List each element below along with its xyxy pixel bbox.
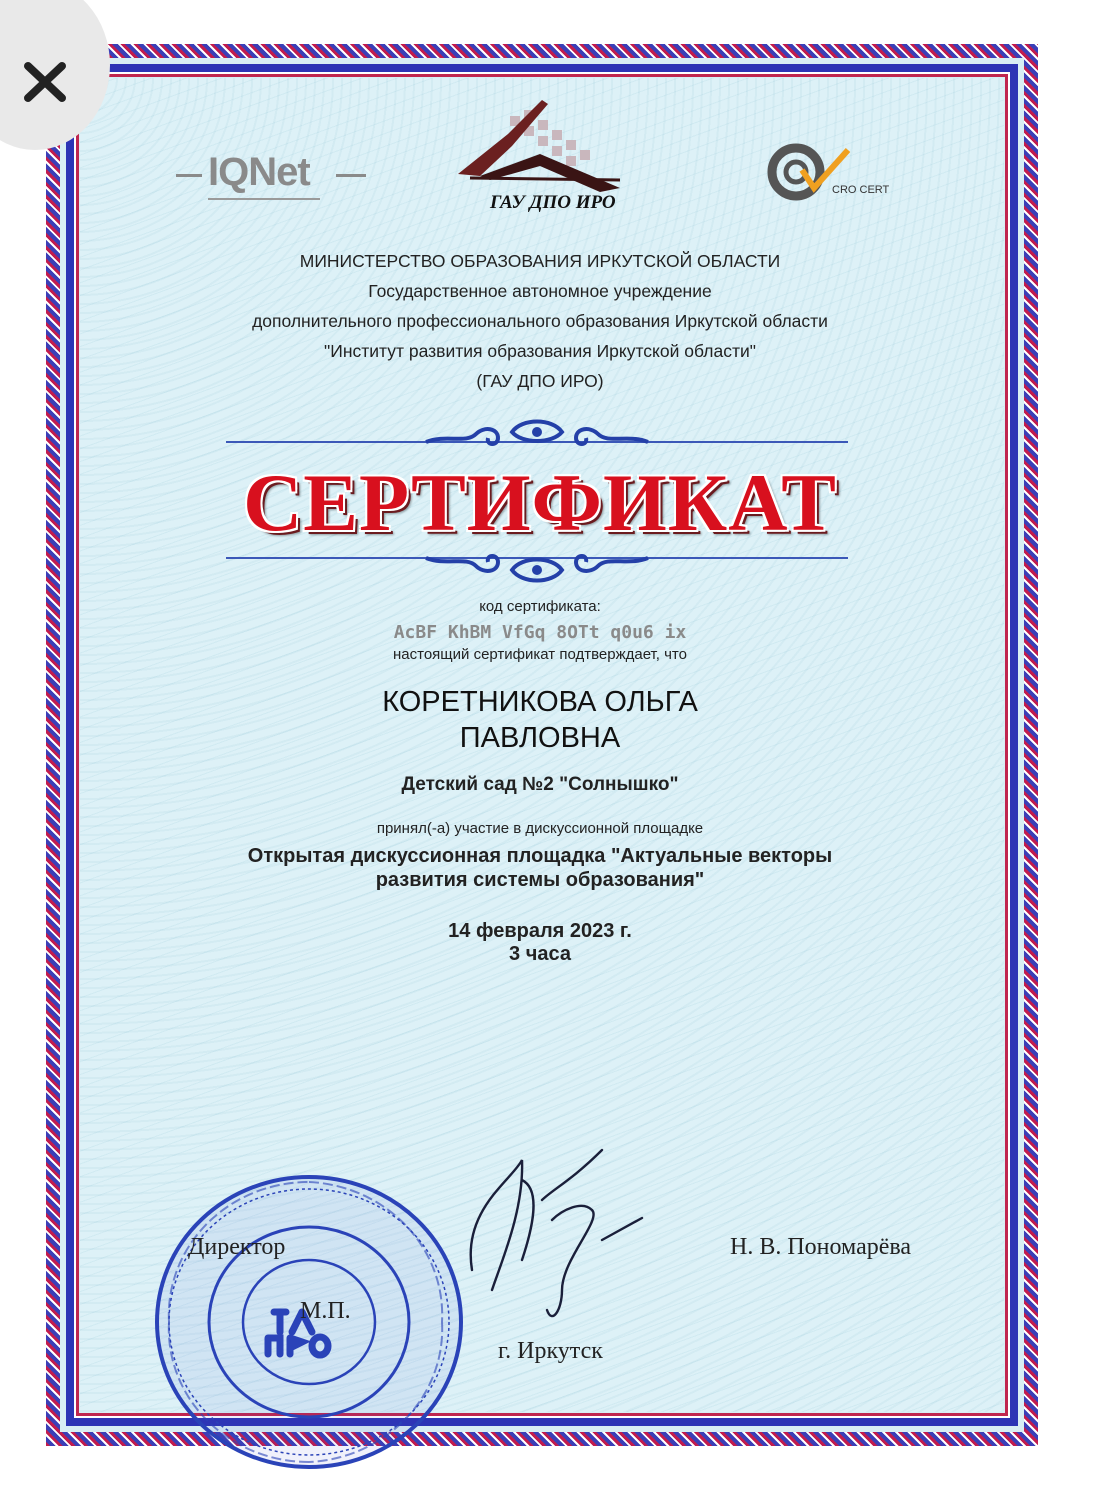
event-title <box>190 844 890 892</box>
iqnet-bar-left <box>176 174 202 177</box>
certificate-title: СЕРТИФИКАТ <box>243 457 837 548</box>
iqnet-logo-text: IQNet <box>208 150 310 194</box>
recipient-organization: Детский сад №2 "Солнышко" <box>401 774 679 795</box>
event-hours: 3 часа <box>509 943 571 965</box>
header-line: "Институт развития образования Иркутской области" <box>324 341 756 361</box>
certificate-code-label: код сертификата: <box>479 598 601 615</box>
confirmation-text: настоящий сертификат подтверждает, что <box>393 646 687 663</box>
event-title-line: Открытая дискуссионная площадка "Актуальные векторы <box>247 845 833 867</box>
director-signature-icon <box>452 1140 652 1330</box>
cro-cert-icon <box>766 140 856 208</box>
certificate-code-value: AcBF KhBM VfGq 8OTt q0u6 ix <box>393 622 687 643</box>
director-name: Н. В. Пономарёва <box>730 1234 912 1260</box>
header-line: (ГАУ ДПО ИРО) <box>476 371 604 391</box>
iqnet-logo <box>170 146 370 216</box>
city-label: г. Иркутск <box>498 1338 603 1364</box>
event-title-line: развития системы образования" <box>375 869 705 891</box>
close-icon <box>22 60 68 104</box>
header-line: Государственное автономное учреждение <box>368 281 712 301</box>
gau-logo-label: ГАУ ДПО ИРО <box>490 192 616 213</box>
gau-roof-icon <box>450 96 630 196</box>
iqnet-bar-right <box>336 174 366 177</box>
recipient-name-line: ПАВЛОВНА <box>459 722 621 754</box>
ornament-bottom-icon <box>226 540 848 592</box>
event-date: 14 февраля 2023 г. <box>448 920 632 942</box>
director-title: Директор <box>188 1234 286 1260</box>
participation-text: принял(-а) участие в дискуссионной площадке <box>376 820 704 837</box>
recipient-name <box>290 684 790 756</box>
header-line: МИНИСТЕРСТВО ОБРАЗОВАНИЯ ИРКУТСКОЙ ОБЛАСТИ <box>299 251 781 271</box>
issuer-header <box>150 246 930 396</box>
gau-dpo-iro-logo <box>450 96 630 218</box>
stamp-place-label: М.П. <box>300 1298 351 1324</box>
header-line: дополнительного профессионального образования Иркутской области <box>252 311 828 331</box>
cro-logo-label: CRO CERT <box>832 184 890 196</box>
iqnet-logo-subline <box>208 198 320 200</box>
cro-cert-logo <box>766 140 896 208</box>
recipient-name-line: КОРЕТНИКОВА ОЛЬГА <box>382 686 698 718</box>
